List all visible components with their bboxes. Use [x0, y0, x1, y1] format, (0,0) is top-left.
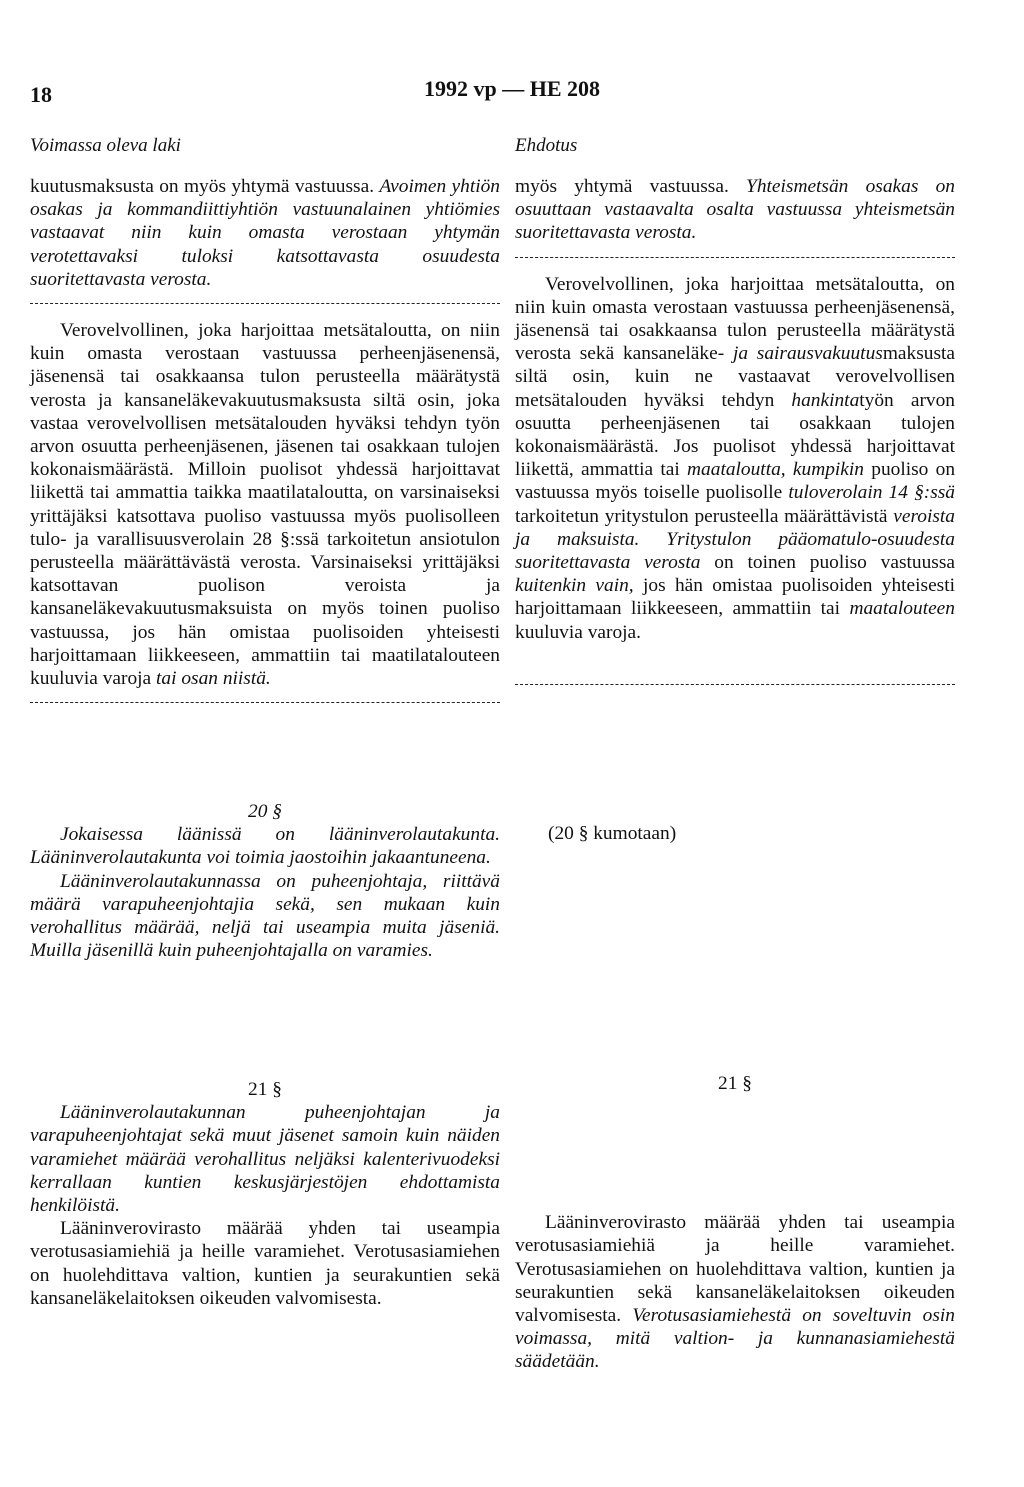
right-p2-italic-j: veroista ja maksuista. Yritystulon pääomatulo-osuudesta suoritettavasta verosta — [515, 505, 955, 574]
right-p2-text-i: tarkoitetun yritystulon perusteella määrättävistä — [515, 505, 888, 527]
right-column-heading: Ehdotus — [515, 135, 578, 156]
right-p2-text-c: maksusta siltä osin, kuin ne vastaavat verovelvollisen metsätalouden hyväksi tehdyn — [515, 343, 955, 411]
right-p2-text-o: kuuluvia varoja. — [515, 621, 642, 643]
right-p2-text-g: puoliso on vastuussa myös toiselle puolisolle — [515, 459, 956, 504]
left-section-21 — [30, 1078, 500, 1310]
left-column-heading: Voimassa oleva laki — [30, 135, 181, 156]
left-section-21-title: 21 § — [248, 1079, 282, 1100]
omission-dashes — [30, 303, 500, 327]
right-p2-text-e: työn arvon osuutta perheenjäsenen tai osakkaan tulojen kokonaismäärästä. Jos puolisot yhdessä harjoittavat liikettä, ammattia tai — [515, 389, 955, 481]
left-column-top — [30, 175, 500, 718]
right-p2-text-a: Verovelvollinen, joka harjoittaa metsätaloutta, on niin kuin omasta verostaan vastuussa perheenjäsenensä, jäsenensä tai osakkaansa tulon perusteella määrätystä verosta sekä kansaneläke- — [515, 273, 955, 365]
right-section-21 — [515, 1072, 955, 1374]
left-sec21-paragraph-1: Lääninverolautakunnan puheenjohtajan ja varapuheenjohtajat sekä muut jäsenet samoin kuin näiden varamiehet määrää verohallitus neljäksi kalenterivuodeksi kerrallaan kuntien keskusjärjestöjen ehdottamista henkilöistä. — [30, 1102, 500, 1217]
right-p2-italic-b: ja sairausvakuutus — [732, 343, 883, 365]
omission-dashes — [515, 684, 955, 708]
left-sec20-paragraph-2: Lääninverolautakunnassa on puheenjohtaja, riittävä määrä varapuheenjohtajia sekä, sen mukaan kuin verohallitus määrää, neljä tai useampia muita jäseniä. Muilla jäsenillä kuin puheenjohtajalla on varamies. — [30, 870, 500, 962]
section-20-title: 20 § — [248, 801, 282, 822]
right-p2-italic-d: hankinta — [791, 389, 860, 411]
right-column-top — [515, 175, 955, 700]
left-sec21-paragraph-2: Lääninverovirasto määrää yhden tai useampia verotusasiamiehiä ja heille varamiehet. Verotusasiamiehen on huolehdittava valtion, kuntien ja seurakuntien sekä kansaneläkelaitoksen oikeuden valvomisesta. — [30, 1218, 500, 1309]
right-p1-text: myös yhtymä vastuussa. — [515, 176, 729, 197]
right-sec21-text: Lääninverovirasto määrää yhden tai useampia verotusasiamiehiä ja heille varamiehet. Verotusasiamiehen on huolehdittava valtion, kuntien ja seurakuntien sekä kansaneläkelaitoksen oikeuden valvomisesta. — [515, 1212, 955, 1327]
left-paragraph-1 — [30, 175, 500, 291]
right-paragraph-2 — [515, 273, 955, 644]
running-head: 1992 vp — HE 208 — [423, 76, 601, 101]
right-sec21-italic: Verotusasiamiehestä on soveltuvin osin voimassa, mitä valtion- ja kunnanasiamiehestä säädetään. — [515, 1305, 955, 1373]
left-paragraph-2 — [30, 319, 500, 690]
right-p2-italic-f: maataloutta, kumpikin — [687, 459, 864, 481]
page-number: 18 — [30, 82, 52, 107]
right-p2-text-m: jos hän omistaa puolisoiden yhteisesti harjoittamaan liikkeeseen, ammattiin tai — [515, 575, 955, 620]
right-sec21-paragraph-1 — [515, 1211, 955, 1373]
right-p2-text-k: on toinen puoliso vastuussa — [714, 552, 956, 574]
left-p2-text: Verovelvollinen, joka harjoittaa metsätaloutta, on niin kuin omasta verostaan vastuussa perheenjäsenensä, jäsenensä tai osakkaansa tulon perusteella määrätystä verosta ja kansaneläkevakuutusmaksusta siltä osin, joka vastaa verovelvollisen metsätalouden hyväksi tehdyn työn arvon osuutta perheenjäsenen, jäsenen tai osakkaan tulojen kokonaismäärästä. Milloin puolisot yhdessä harjoittavat liikettä tai ammattia taikka maatilataloutta, on varsinaiseksi yrittäjäksi katsottava puoliso vastuussa myös puolisolleen tulo- ja varallisuusverolain 28 §:ssä tarkoitetun ansiotulon perusteella määrättävästä verosta. Varsinaiseksi yrittäjäksi katsottavan puolison veroista ja kansaneläkevakuutusmaksuista on myös toinen puoliso vastuussa, jos hän omistaa puolisoiden yhteisesti harjoittamaan liikkeeseen, ammattiin tai maatilatalouteen kuuluvia varoja — [30, 320, 500, 690]
left-sec20-paragraph-1: Jokaisessa läänissä on lääninverolautakunta. Lääninverolautakunta voi toimia jaostoihin jakaantuneena. — [30, 824, 500, 869]
right-paragraph-1 — [515, 175, 955, 245]
right-section-20 — [548, 822, 988, 845]
right-p2-italic-n: maatalouteen — [849, 598, 955, 620]
right-p1-italic: Yhteismetsän osakas on osuuttaan vastaavalta osalta vastuussa yhteismetsän suoritettavasta verosta. — [515, 176, 955, 244]
omission-dashes — [30, 702, 500, 726]
left-section-20 — [30, 800, 500, 962]
left-p1-text: kuutusmaksusta on myös yhtymä vastuussa. — [30, 176, 375, 197]
section-20-repealed-note: (20 § kumotaan) — [548, 823, 677, 844]
right-p2-italic-l: kuitenkin vain, — [515, 575, 634, 597]
right-p2-italic-h: tuloverolain 14 §:ssä — [788, 482, 956, 504]
omission-dashes — [515, 257, 955, 281]
left-p1-italic: Avoimen yhtiön osakas ja kommandiittiyhtiön vastuunalainen yhtiömies vastaavat niin kuin omasta verostaan yhtymän verotettavaksi tuloksi katsottavasta osuudesta suoritettavasta verosta. — [30, 176, 500, 290]
right-section-21-title: 21 § — [718, 1073, 752, 1094]
left-p2-italic: tai osan niistä. — [156, 668, 271, 690]
